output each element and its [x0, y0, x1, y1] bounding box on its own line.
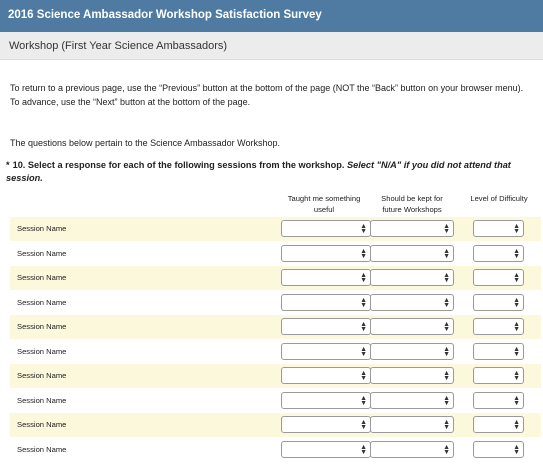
- survey-title: 2016 Science Ambassador Workshop Satisfaction Survey: [8, 9, 322, 21]
- dropdown-arrows-icon: ▲ ▼: [443, 272, 450, 284]
- navigation-instructions: To return to a previous page, use the “Previous” button at the bottom of the page (NOT the “Back” button on your browser menu). To advance, use the “Next” button at the bottom of the page.: [10, 83, 524, 107]
- matrix-row: [10, 291, 541, 315]
- dropdown-arrows-icon: ▲ ▼: [513, 345, 520, 358]
- dropdown-arrows-icon: ▲ ▼: [513, 321, 520, 333]
- taught-useful-select[interactable]: [281, 269, 371, 286]
- matrix-row: [10, 315, 541, 339]
- dropdown-arrows-icon: ▲ ▼: [360, 443, 367, 456]
- dropdown-arrows-icon: ▲ ▼: [513, 394, 520, 407]
- kept-future-select[interactable]: [370, 343, 454, 360]
- question-emphasis: Select "N/A" if you did not attend that session.: [6, 160, 511, 183]
- matrix-row: [10, 242, 541, 266]
- difficulty-select[interactable]: [473, 367, 524, 384]
- dropdown-arrows-icon: ▲ ▼: [443, 419, 450, 431]
- dropdown-arrows-icon: ▲ ▼: [360, 345, 367, 358]
- kept-future-select[interactable]: [370, 294, 454, 311]
- dropdown-arrows-icon: ▲ ▼: [360, 223, 367, 235]
- session-name-label: Session Name: [17, 371, 67, 380]
- matrix-row: [10, 438, 541, 462]
- page-title-bar: [0, 32, 543, 60]
- column-header-difficulty: Level of Difficulty: [470, 194, 528, 203]
- kept-future-select[interactable]: [370, 416, 454, 433]
- dropdown-arrows-icon: ▲ ▼: [513, 296, 520, 309]
- kept-future-select[interactable]: [370, 220, 454, 237]
- difficulty-select[interactable]: [473, 343, 524, 360]
- taught-useful-select[interactable]: [281, 220, 371, 237]
- session-name-label: Session Name: [17, 224, 67, 233]
- session-name-label: Session Name: [17, 395, 67, 405]
- dropdown-arrows-icon: ▲ ▼: [443, 443, 450, 456]
- kept-future-select[interactable]: [370, 245, 454, 262]
- dropdown-arrows-icon: ▲ ▼: [443, 394, 450, 407]
- taught-useful-select[interactable]: [281, 245, 371, 262]
- page-title: Workshop (First Year Science Ambassadors): [9, 40, 228, 52]
- kept-future-select[interactable]: [370, 441, 454, 458]
- matrix-row: [10, 364, 541, 388]
- dropdown-arrows-icon: ▲ ▼: [513, 419, 520, 431]
- session-name-label: Session Name: [17, 420, 67, 429]
- dropdown-arrows-icon: ▲ ▼: [360, 321, 367, 333]
- kept-future-select[interactable]: [370, 392, 454, 409]
- dropdown-arrows-icon: ▲ ▼: [513, 370, 520, 382]
- difficulty-select[interactable]: [473, 392, 524, 409]
- difficulty-select[interactable]: [473, 269, 524, 286]
- taught-useful-select[interactable]: [281, 416, 371, 433]
- dropdown-arrows-icon: ▲ ▼: [513, 223, 520, 235]
- taught-useful-select[interactable]: [281, 441, 371, 458]
- session-name-label: Session Name: [17, 346, 67, 356]
- dropdown-arrows-icon: ▲ ▼: [360, 247, 367, 260]
- taught-useful-select[interactable]: [281, 343, 371, 360]
- dropdown-arrows-icon: ▲ ▼: [443, 296, 450, 309]
- matrix-row: [10, 413, 541, 437]
- dropdown-arrows-icon: ▲ ▼: [360, 419, 367, 431]
- session-name-label: Session Name: [17, 248, 67, 258]
- taught-useful-select[interactable]: [281, 367, 371, 384]
- matrix-row: [10, 389, 541, 413]
- matrix-row: [10, 217, 541, 241]
- dropdown-arrows-icon: ▲ ▼: [513, 272, 520, 284]
- difficulty-select[interactable]: [473, 294, 524, 311]
- difficulty-select[interactable]: [473, 441, 524, 458]
- required-marker: *: [6, 160, 10, 170]
- dropdown-arrows-icon: ▲ ▼: [443, 345, 450, 358]
- taught-useful-select[interactable]: [281, 392, 371, 409]
- kept-future-select[interactable]: [370, 269, 454, 286]
- dropdown-arrows-icon: ▲ ▼: [513, 443, 520, 456]
- taught-useful-select[interactable]: [281, 294, 371, 311]
- column-header-taught-useful: Taught me something useful: [287, 194, 361, 214]
- session-name-label: Session Name: [17, 273, 67, 282]
- session-name-label: Session Name: [17, 444, 67, 454]
- dropdown-arrows-icon: ▲ ▼: [443, 321, 450, 333]
- question-text: 10. Select a response for each of the following sessions from the workshop.: [12, 160, 347, 170]
- dropdown-arrows-icon: ▲ ▼: [360, 394, 367, 407]
- matrix-row: [10, 340, 541, 364]
- kept-future-select[interactable]: [370, 318, 454, 335]
- survey-title-bar: [0, 0, 543, 32]
- difficulty-select[interactable]: [473, 416, 524, 433]
- question-10: [6, 159, 536, 185]
- dropdown-arrows-icon: ▲ ▼: [443, 223, 450, 235]
- dropdown-arrows-icon: ▲ ▼: [443, 370, 450, 382]
- difficulty-select[interactable]: [473, 245, 524, 262]
- difficulty-select[interactable]: [473, 220, 524, 237]
- dropdown-arrows-icon: ▲ ▼: [513, 247, 520, 260]
- intro-text: The questions below pertain to the Science Ambassador Workshop.: [10, 138, 280, 148]
- session-name-label: Session Name: [17, 297, 67, 307]
- kept-future-select[interactable]: [370, 367, 454, 384]
- dropdown-arrows-icon: ▲ ▼: [443, 247, 450, 260]
- matrix-row: [10, 266, 541, 290]
- session-name-label: Session Name: [17, 322, 67, 331]
- taught-useful-select[interactable]: [281, 318, 371, 335]
- column-header-kept-future: Should be kept for future Workshops: [381, 194, 443, 214]
- dropdown-arrows-icon: ▲ ▼: [360, 272, 367, 284]
- difficulty-select[interactable]: [473, 318, 524, 335]
- dropdown-arrows-icon: ▲ ▼: [360, 370, 367, 382]
- dropdown-arrows-icon: ▲ ▼: [360, 296, 367, 309]
